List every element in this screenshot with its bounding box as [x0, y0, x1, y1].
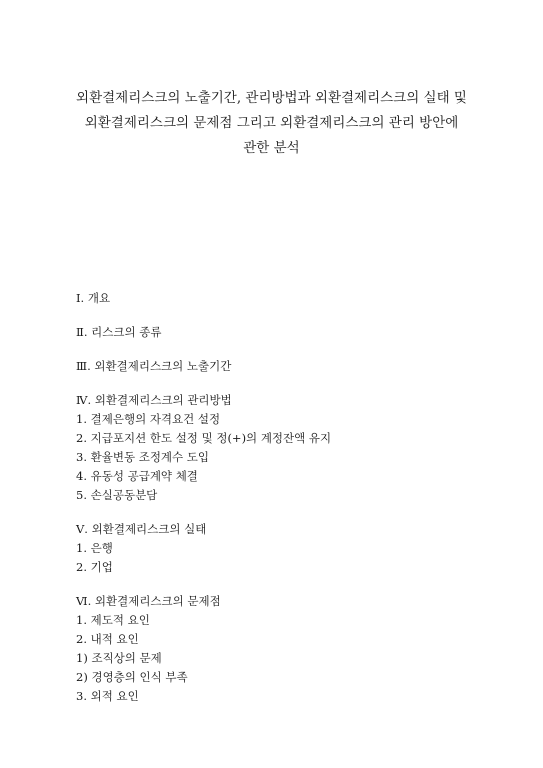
document-title — [40, 86, 503, 161]
toc-item: 1. 결제은행의 자격요건 설정 — [76, 412, 221, 426]
toc-item: 1. 은행 — [76, 541, 113, 555]
toc-item: 2. 지급포지션 한도 설정 및 정(+)의 계정잔액 유지 — [76, 431, 332, 445]
toc-heading: Ⅲ. 외환결제리스크의 노출기간 — [76, 359, 232, 373]
toc-section-4 — [76, 391, 516, 505]
toc-heading: Ⅵ. 외환결제리스크의 문제점 — [76, 594, 221, 608]
toc-item: 2) 경영층의 인식 부족 — [76, 670, 188, 684]
toc-section-1 — [76, 289, 516, 308]
title-line-3: 관한 분석 — [243, 140, 300, 156]
toc-section-2 — [76, 323, 516, 342]
title-line-2: 외환결제리스크의 문제점 그리고 외환결제리스크의 관리 방안에 — [84, 115, 459, 131]
toc-item: 4. 유동성 공급계약 체결 — [76, 469, 198, 483]
toc-heading: Ⅱ. 리스크의 종류 — [76, 325, 162, 339]
toc-section-6 — [76, 592, 516, 706]
toc-item: 5. 손실공동분담 — [76, 488, 158, 502]
toc-item: 3. 외적 요인 — [76, 689, 139, 703]
toc-item: 2. 기업 — [76, 560, 113, 574]
toc-item: 2. 내적 요인 — [76, 632, 139, 646]
toc-item: 1) 조직상의 문제 — [76, 651, 162, 665]
toc-heading: Ⅳ. 외환결제리스크의 관리방법 — [76, 393, 232, 407]
toc-heading: Ⅴ. 외환결제리스크의 실태 — [76, 522, 207, 536]
toc-item: 1. 제도적 요인 — [76, 613, 150, 627]
toc-heading: Ⅰ. 개요 — [76, 291, 111, 305]
table-of-contents — [76, 289, 516, 706]
toc-item: 3. 환율변동 조정계수 도입 — [76, 450, 210, 464]
toc-section-3 — [76, 357, 516, 376]
title-line-1: 외환결제리스크의 노출기간, 관리방법과 외환결제리스크의 실태 및 — [76, 90, 467, 106]
toc-section-5 — [76, 520, 516, 577]
